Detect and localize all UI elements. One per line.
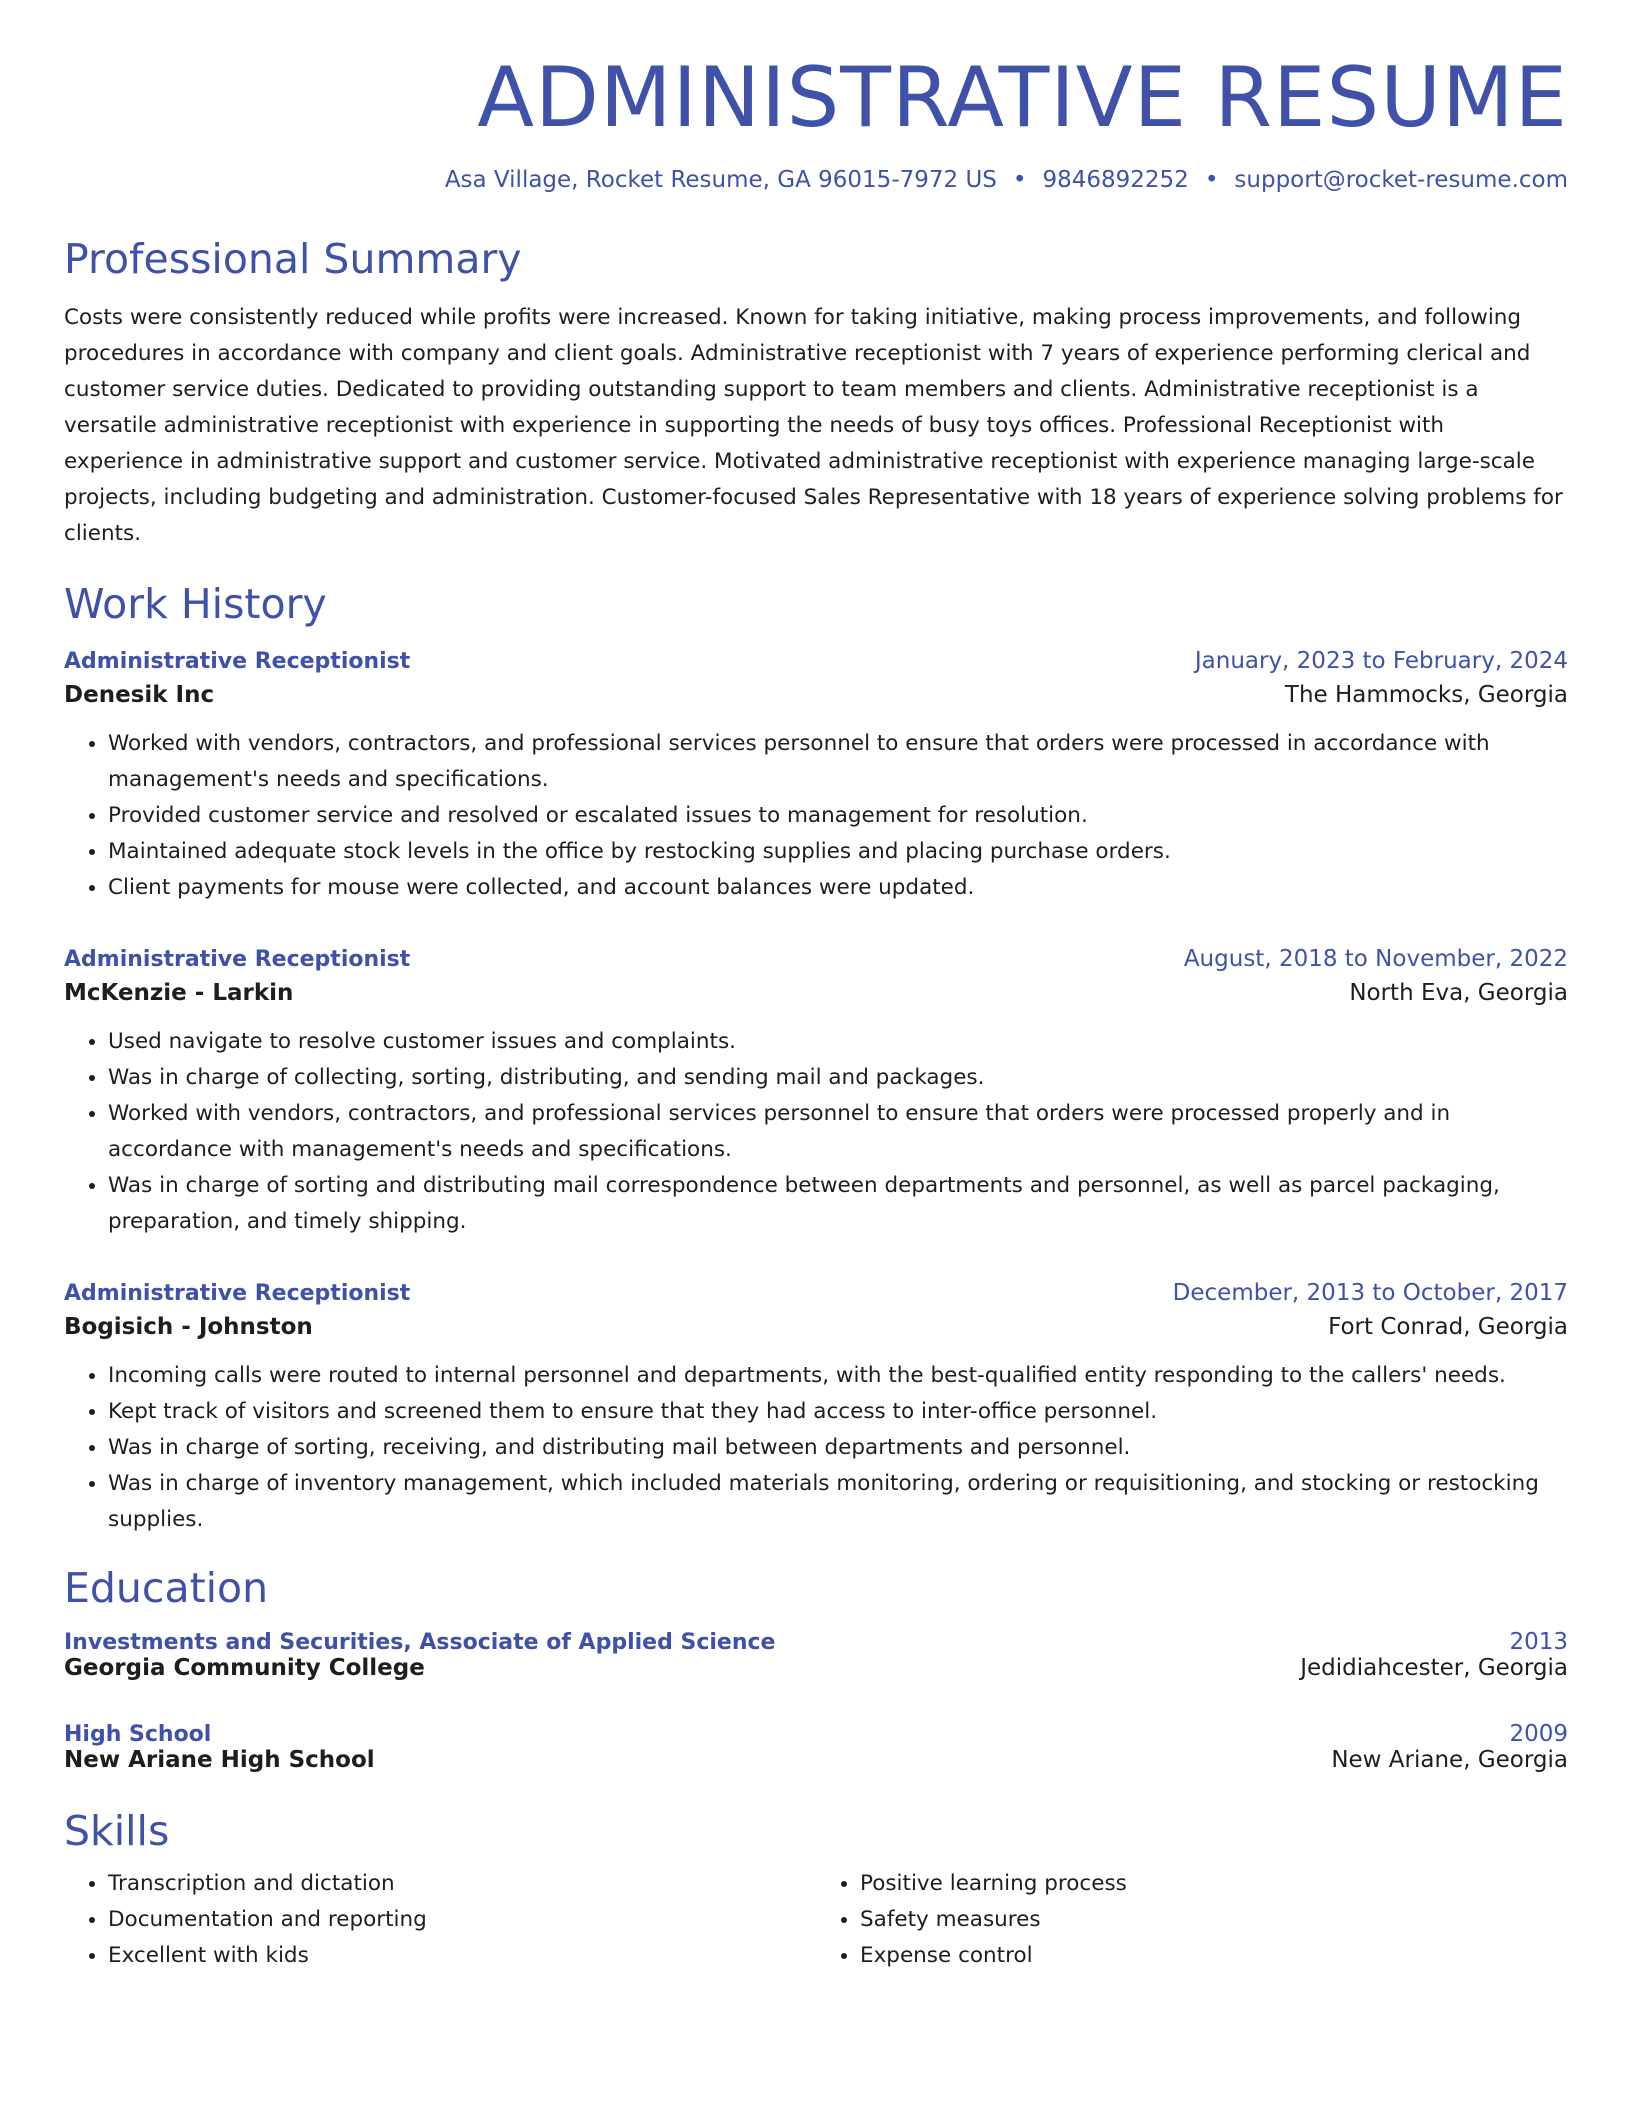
job-company: Bogisich - Johnston bbox=[64, 1313, 313, 1340]
job-bullet: • Maintained adequate stock levels in the office by restocking supplies and placing purchase orders. bbox=[108, 834, 1568, 870]
skill-item: • Transcription and dictation bbox=[108, 1866, 816, 1902]
skill-item: • Excellent with kids bbox=[108, 1938, 816, 1974]
job-bullet: • Incoming calls were routed to internal personnel and departments, with the best-qualified entity responding to the callers' needs. bbox=[108, 1358, 1568, 1394]
education-year: 2009 bbox=[1509, 1720, 1568, 1747]
contact-line bbox=[64, 167, 1568, 193]
job-entry bbox=[64, 648, 1568, 906]
job-company: Denesik Inc bbox=[64, 681, 215, 708]
job-bullet: • Kept track of visitors and screened them to ensure that they had access to inter-office personnel. bbox=[108, 1394, 1568, 1430]
job-company: McKenzie - Larkin bbox=[64, 979, 294, 1006]
job-bullets bbox=[64, 1358, 1568, 1538]
job-bullet: • Was in charge of sorting, receiving, and distributing mail between departments and personnel. bbox=[108, 1430, 1568, 1466]
contact-separator: • bbox=[1012, 167, 1027, 194]
education-location: Jedidiahcester, Georgia bbox=[1300, 1654, 1568, 1681]
job-bullet: • Was in charge of inventory management, which included materials monitoring, ordering or requisitioning, and stocking or restocking supplies. bbox=[108, 1466, 1568, 1538]
job-location: North Eva, Georgia bbox=[1349, 979, 1568, 1006]
contact-phone: 9846892252 bbox=[1042, 167, 1189, 194]
skill-item: • Documentation and reporting bbox=[108, 1902, 816, 1938]
skill-item: • Safety measures bbox=[860, 1902, 1568, 1938]
skills-column-left bbox=[64, 1866, 816, 1974]
job-title: Administrative Receptionist bbox=[64, 1280, 411, 1306]
education-school: New Ariane High School bbox=[64, 1746, 375, 1773]
job-bullet: • Worked with vendors, contractors, and professional services personnel to ensure that orders were processed in accordance with management's needs and specifications. bbox=[108, 726, 1568, 798]
job-bullet: • Used navigate to resolve customer issues and complaints. bbox=[108, 1024, 1568, 1060]
job-bullets bbox=[64, 1024, 1568, 1240]
education-year: 2013 bbox=[1509, 1628, 1568, 1655]
job-entry bbox=[64, 946, 1568, 1240]
resume-title: ADMINISTRATIVE RESUME bbox=[477, 49, 1568, 146]
education-location: New Ariane, Georgia bbox=[1331, 1746, 1568, 1773]
job-bullet: • Was in charge of collecting, sorting, distributing, and sending mail and packages. bbox=[108, 1060, 1568, 1096]
skills-column-right bbox=[816, 1866, 1568, 1974]
contact-address: Asa Village, Rocket Resume, GA 96015-7972 US bbox=[444, 167, 997, 194]
job-bullet: • Provided customer service and resolved or escalated issues to management for resolution. bbox=[108, 798, 1568, 834]
skill-item: • Positive learning process bbox=[860, 1866, 1568, 1902]
job-dates: August, 2018 to November, 2022 bbox=[1183, 945, 1568, 972]
education-entry bbox=[64, 1721, 1568, 1773]
job-bullets bbox=[64, 726, 1568, 906]
education-entry bbox=[64, 1629, 1568, 1681]
education-school: Georgia Community College bbox=[64, 1654, 425, 1681]
contact-email: support@rocket-resume.com bbox=[1234, 167, 1568, 194]
skill-item: • Expense control bbox=[860, 1938, 1568, 1974]
skills-heading: Skills bbox=[64, 1806, 170, 1855]
job-dates: January, 2023 to February, 2024 bbox=[1194, 647, 1568, 674]
education-degree: High School bbox=[64, 1721, 212, 1747]
summary-text: Costs were consistently reduced while profits were increased. Known for taking initiative, making process improvements, and following procedures in accordance with company and client goals. Administrative receptionist with 7 years of experience performing clerical and customer service duties. Dedicated to providing outstanding support to team members and clients. Administrative receptionist is a versatile administrative receptionist with experience in supporting the needs of busy toys offices. Professional Receptionist with experience in administrative support and customer service. Motivated administrative receptionist with experience managing large-scale projects, including budgeting and administration. Customer-focused Sales Representative with 18 years of experience solving problems for clients. bbox=[64, 305, 1563, 547]
education-degree: Investments and Securities, Associate of Applied Science bbox=[64, 1629, 776, 1655]
education-heading: Education bbox=[64, 1563, 269, 1612]
job-bullet: • Client payments for mouse were collected, and account balances were updated. bbox=[108, 870, 1568, 906]
skills-list bbox=[64, 1866, 1568, 1974]
work-history-heading: Work History bbox=[64, 580, 327, 629]
job-title: Administrative Receptionist bbox=[64, 648, 411, 674]
job-bullet: • Worked with vendors, contractors, and professional services personnel to ensure that orders were processed properly and in accordance with management's needs and specifications. bbox=[108, 1096, 1568, 1168]
job-location: Fort Conrad, Georgia bbox=[1328, 1313, 1568, 1340]
contact-separator: • bbox=[1204, 167, 1219, 194]
job-title: Administrative Receptionist bbox=[64, 946, 411, 972]
job-dates: December, 2013 to October, 2017 bbox=[1172, 1279, 1568, 1306]
job-location: The Hammocks, Georgia bbox=[1284, 681, 1568, 708]
summary-heading: Professional Summary bbox=[64, 235, 522, 284]
job-bullet: • Was in charge of sorting and distributing mail correspondence between departments and personnel, as well as parcel packaging, preparation, and timely shipping. bbox=[108, 1168, 1568, 1240]
job-entry bbox=[64, 1280, 1568, 1538]
